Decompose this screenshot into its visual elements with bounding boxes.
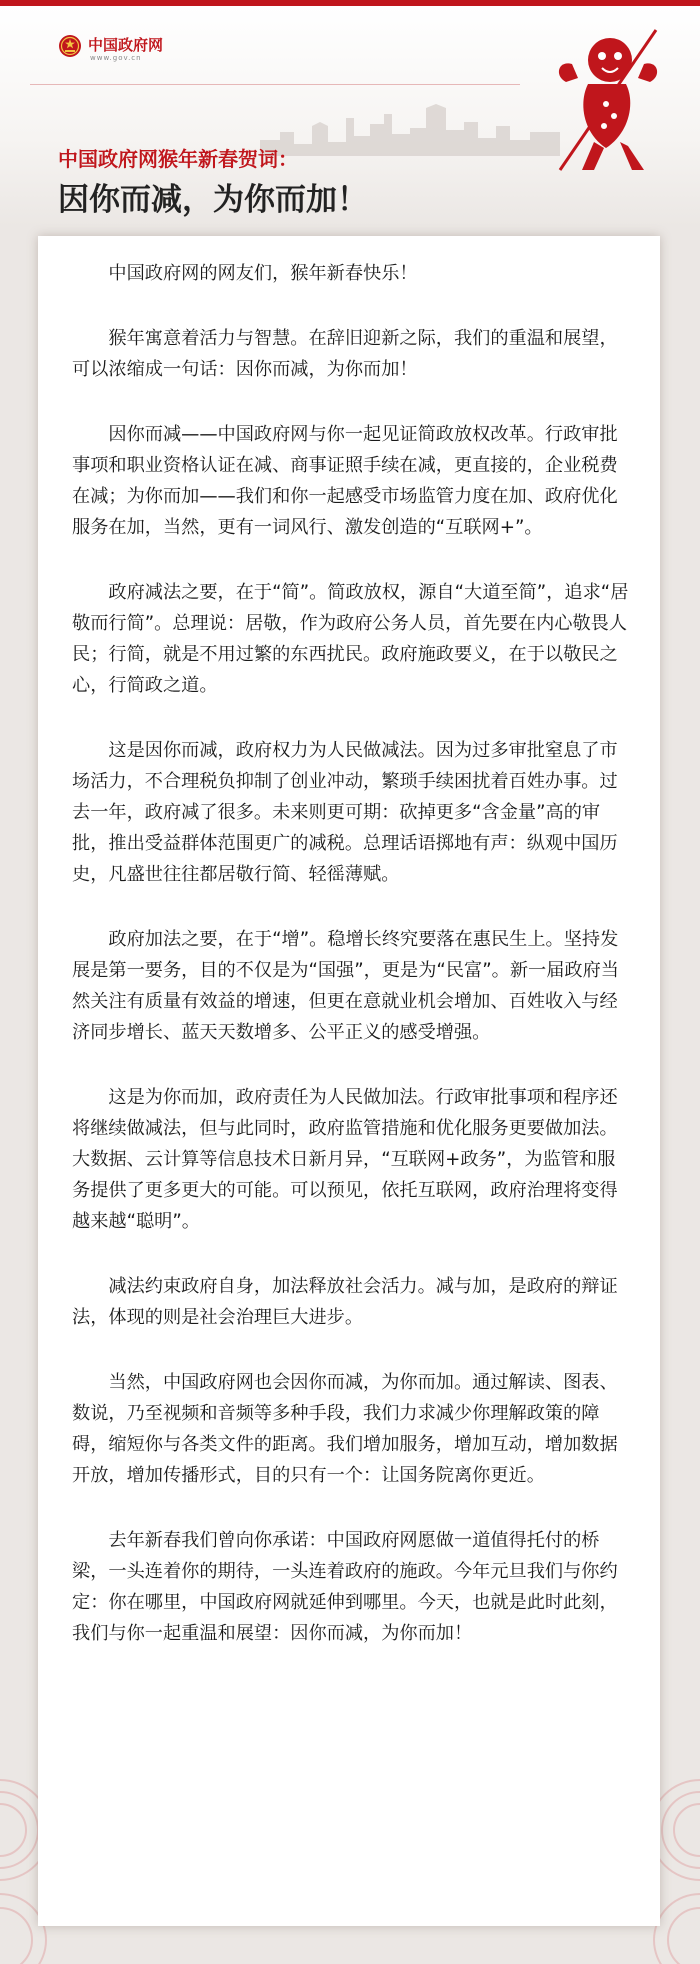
article-paragraph: 去年新春我们曾向你承诺：中国政府网愿做一道值得托付的桥梁，一头连着你的期待，一头连着政府的施政。今年元旦我们与你约定：你在哪里，中国政府网就延伸到哪里。今天，也就是此时此刻，我们与你一起重温和展望：因你而减，为你而加！ xyxy=(72,1530,618,1644)
article-paper xyxy=(38,236,660,1926)
city-skyline-decoration xyxy=(260,96,560,156)
national-emblem-icon xyxy=(58,34,82,58)
site-name: 中国政府网 xyxy=(88,36,164,54)
page-header xyxy=(0,6,700,226)
article-paragraph: 中国政府网的网友们，猴年新春快乐！ xyxy=(108,263,418,284)
article-paragraph: 这是为你而加，政府责任为人民做加法。行政审批事项和程序还将继续做减法，但与此同时，政府监管措施和优化服务更要做加法。大数据、云计算等信息技术日新月异，“互联网+政务”，为监管和服务提供了更多更大的可能。可以预见，依托互联网，政府治理将变得越来越“聪明”。 xyxy=(72,1087,618,1232)
article-paragraph: 因你而减——中国政府网与你一起见证简政放权改革。行政审批事项和职业资格认证在减、商事证照手续在减，更直接的，企业税费在减；为你而加——我们和你一起感受市场监管力度在加、政府优化服务在加，当然，更有一词风行、激发创造的“互联网+”。 xyxy=(72,424,618,538)
monkey-papercut-icon xyxy=(548,24,668,174)
site-url: www.gov.cn xyxy=(90,54,142,62)
greeting-subtitle: 中国政府网猴年新春贺词： xyxy=(58,147,298,171)
article-paragraph: 政府加法之要，在于“增”。稳增长终究要落在惠民生上。坚持发展是第一要务，目的不仅是为“国强”，更是为“民富”。新一届政府当然关注有质量有效益的增速，但更在意就业机会增加、百姓收入与经济同步增长、蓝天天数增多、公平正义的感受增强。 xyxy=(72,929,619,1043)
page-title: 因你而减，为你而加！ xyxy=(58,182,368,218)
article-paragraph: 减法约束政府自身，加法释放社会活力。减与加，是政府的辩证法，体现的则是社会治理巨大进步。 xyxy=(72,1276,618,1328)
article-paragraph: 这是因你而减，政府权力为人民做减法。因为过多审批窒息了市场活力，不合理税负抑制了创业冲动，繁琐手续困扰着百姓办事。过去一年，政府减了很多。未来则更可期：砍掉更多“含金量”高的审批，推出受益群体范围更广的减税。总理话语掷地有声：纵观中国历史，凡盛世往往都居敬行简、轻徭薄赋。 xyxy=(72,740,618,885)
article-paragraph: 当然，中国政府网也会因你而减，为你而加。通过解读、图表、数说，乃至视频和音频等多种手段，我们力求减少你理解政策的障碍，缩短你与各类文件的距离。我们增加服务，增加互动，增加数据开放，增加传播形式，目的只有一个：让国务院离你更近。 xyxy=(72,1372,618,1486)
article-body xyxy=(72,258,632,1683)
article-paragraph: 政府减法之要，在于“简”。简政放权，源自“大道至简”，追求“居敬而行简”。总理说：居敬，作为政府公务人员，首先要在内心敬畏人民；行简，就是不用过繁的东西扰民。政府施政要义，在于以敬民之心，行简政之道。 xyxy=(72,582,629,696)
header-divider xyxy=(30,84,520,85)
article-paragraph: 猴年寓意着活力与智慧。在辞旧迎新之际，我们的重温和展望，可以浓缩成一句话：因你而减，为你而加！ xyxy=(72,328,618,380)
